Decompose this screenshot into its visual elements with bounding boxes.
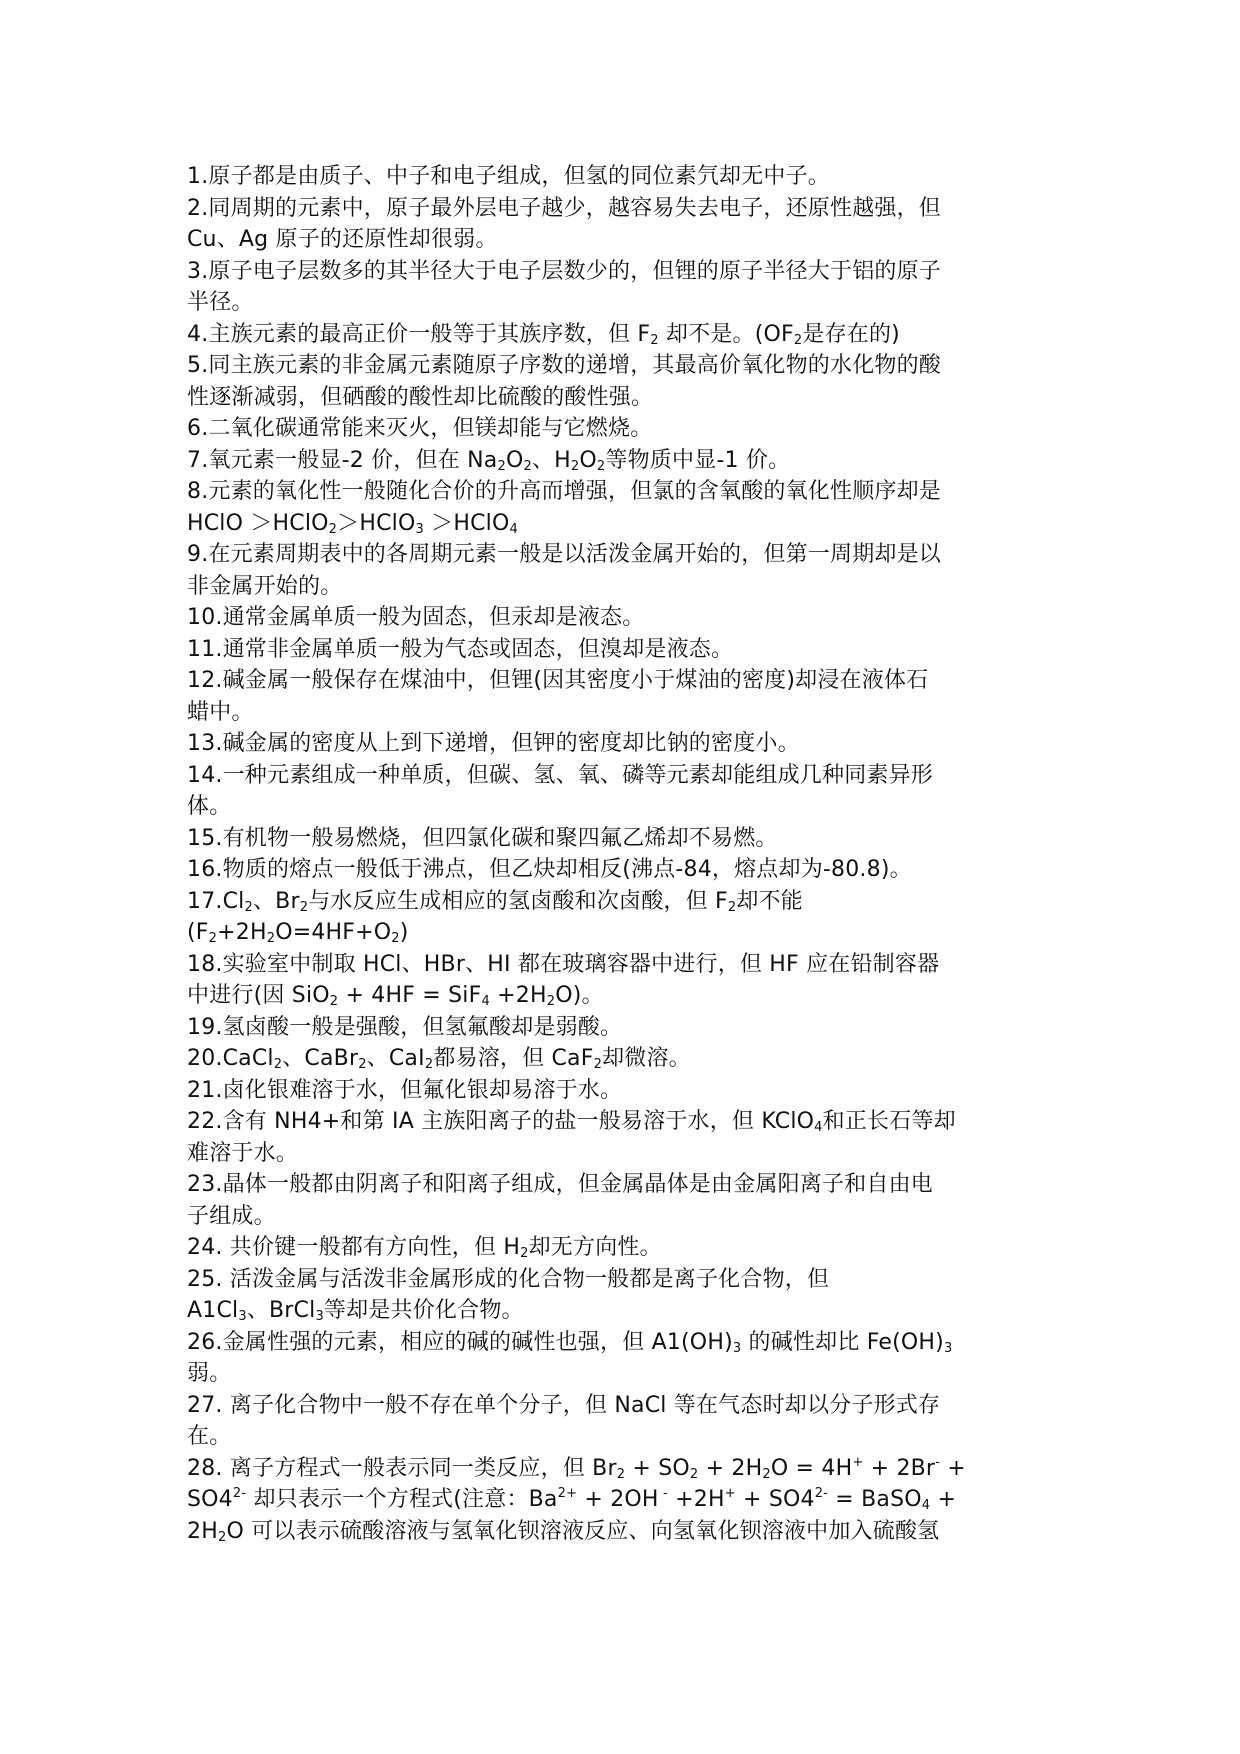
text-run: 在。	[187, 1424, 232, 1449]
subscript: 4	[481, 994, 490, 1009]
text-run: 18.实验室中制取 HCl、HBr、HI 都在玻璃容器中进行，但 HF 应在铅制容器	[187, 951, 940, 977]
text-line	[187, 760, 1060, 792]
text-line	[187, 445, 1060, 477]
subscript: 2	[273, 1057, 283, 1072]
subscript: 4	[509, 521, 518, 537]
text-line	[187, 1484, 1060, 1516]
text-line	[187, 602, 1060, 634]
subscript: 4	[921, 1498, 931, 1513]
text-line	[187, 665, 1060, 697]
text-line	[187, 917, 1060, 949]
text-run: 中进行(因 SiO	[187, 983, 330, 1008]
text-run: 13.碱金属的密度从上到下递增，但钾的密度却比钠的密度小。	[187, 731, 800, 756]
text-run: 、CaBr	[282, 1046, 359, 1071]
text-line	[187, 634, 1060, 666]
text-line	[187, 1043, 1060, 1075]
text-run: 却不是。(OF	[658, 321, 794, 347]
text-run: 、H	[531, 447, 571, 473]
text-line	[187, 571, 1060, 603]
subscript: 2	[329, 994, 339, 1009]
text-line	[187, 1516, 1060, 1548]
text-line	[187, 1201, 1060, 1233]
text-run: 17.Cl	[187, 888, 245, 914]
subscript: 2	[266, 931, 276, 946]
text-run: 12.碱金属一般保存在煤油中，但锂(因其密度小于煤油的密度)却浸在液体石	[187, 668, 929, 693]
superscript: 2-	[232, 1486, 247, 1501]
text-line	[187, 1390, 1060, 1422]
text-line	[187, 1453, 1060, 1485]
text-line	[187, 1169, 1060, 1201]
text-run: 22.含有 NH4+和第 IA 主族阳离子的盐一般易溶于水，但 KClO	[187, 1109, 815, 1134]
text-run: 23.晶体一般都由阴离子和阳离子组成，但金属晶体是由金属阳离子和自由电	[187, 1172, 933, 1197]
text-run: 难溶于水。	[187, 1140, 299, 1166]
subscript: 2	[616, 1466, 626, 1482]
text-run: O	[579, 447, 597, 473]
subscript: 2	[208, 931, 218, 946]
subscript: 2	[244, 899, 253, 915]
text-run: 8.元素的氧化性一般随化合价的升高而增强，但氯的含氧酸的氧化性顺序却是	[187, 479, 941, 504]
superscript: 2-	[814, 1486, 829, 1501]
text-run: 都易溶，但 CaF	[433, 1046, 594, 1071]
subscript: 4	[814, 1120, 823, 1135]
subscript: 3	[415, 521, 424, 537]
text-run: 却不能	[736, 888, 803, 914]
text-run: 的碱性却比 Fe(OH)	[741, 1329, 944, 1355]
text-line	[187, 1327, 1060, 1359]
text-run: + 2OH	[577, 1487, 659, 1512]
text-run: +2H	[217, 920, 267, 945]
text-line	[187, 886, 1060, 918]
text-run: 25. 活泼金属与活泼非金属形成的化合物一般都是离子化合物，但	[187, 1266, 830, 1292]
text-line	[187, 256, 1060, 288]
text-run: 2.同周期的元素中，原子最外层电子越少，越容易失去电子，还原性越强，但	[187, 195, 941, 221]
subscript: 2	[546, 994, 556, 1009]
text-run: 26.金属性强的元素，相应的碱的碱性也强，但 A1(OH)	[187, 1329, 733, 1355]
text-run: 9.在元素周期表中的各周期元素一般是以活泼金属开始的，但第一周期却是以	[187, 542, 941, 567]
text-run: 14.一种元素组成一种单质，但碳、氢、氧、磷等元素却能组成几种同素异形	[187, 762, 933, 788]
text-run: 24. 共价键一般都有方向性，但 H	[187, 1235, 521, 1260]
text-line	[187, 1106, 1060, 1138]
text-run: O 可以表示硫酸溶液与氢氧化钡溶液反应、向氢氧化钡溶液中加入硫酸氢	[226, 1518, 940, 1544]
text-run: 6.二氧化碳通常能来灭火，但镁却能与它燃烧。	[187, 416, 653, 441]
text-line	[187, 791, 1060, 823]
text-run: 和正长石等却	[822, 1109, 956, 1134]
text-run: + 2H	[698, 1455, 763, 1481]
text-run: + 2Br	[863, 1455, 936, 1481]
text-run: 16.物质的熔点一般低于沸点，但乙炔却相反(沸点-84，熔点却为-80.8)。	[187, 857, 912, 882]
text-run: = BaSO	[828, 1487, 922, 1512]
text-line	[187, 1295, 1060, 1327]
subscript: 2	[650, 332, 659, 348]
text-line	[187, 193, 1060, 225]
text-run: ＞HClO	[423, 510, 510, 536]
text-run: 3.原子电子层数多的其半径大于电子层数少的，但锂的原子半径大于铝的原子	[187, 258, 941, 284]
subscript: 2	[391, 931, 400, 946]
text-run: 15.有机物一般易燃烧，但四氯化碳和聚四氟乙烯却不易燃。	[187, 825, 778, 851]
subscript: 2	[424, 1057, 434, 1072]
subscript: 3	[315, 1309, 324, 1324]
text-run: + SO4	[735, 1487, 815, 1512]
text-run: 2H	[187, 1518, 218, 1544]
text-line	[187, 382, 1060, 414]
text-line	[187, 728, 1060, 760]
text-line	[187, 287, 1060, 319]
text-run: 5.同主族元素的非金属元素随原子序数的递增，其最高价氧化物的水化物的酸	[187, 353, 941, 378]
text-run: O	[505, 447, 524, 473]
subscript: 3	[732, 1340, 742, 1356]
text-line	[187, 980, 1060, 1012]
subscript: 2	[570, 458, 580, 474]
superscript: 2+	[557, 1486, 578, 1501]
text-run: 10.通常金属单质一般为固态，但汞却是液态。	[187, 605, 645, 630]
subscript: 2	[217, 1529, 227, 1545]
text-run: Cu、Ag 原子的还原性却很弱。	[187, 227, 498, 252]
subscript: 2	[793, 332, 803, 348]
text-run: 与水反应生成相应的氢卤酸和次卤酸，但 F	[308, 888, 728, 914]
text-run: 性逐渐减弱，但硒酸的酸性却比硫酸的酸性强。	[187, 384, 654, 410]
text-run: 却微溶。	[602, 1046, 691, 1071]
text-run: 、Br	[252, 888, 300, 914]
text-line	[187, 224, 1060, 256]
text-run: 等物质中显-1 价。	[605, 447, 791, 473]
superscript: +	[852, 1454, 864, 1470]
text-line	[187, 823, 1060, 855]
text-line	[187, 1232, 1060, 1264]
subscript: 2	[523, 458, 532, 474]
text-run: 却无方向性。	[528, 1235, 662, 1260]
text-run: + SO	[625, 1455, 690, 1481]
subscript: 2	[727, 899, 737, 915]
text-line	[187, 854, 1060, 886]
text-line	[187, 413, 1060, 445]
text-line	[187, 476, 1060, 508]
text-run: 21.卤化银难溶于水，但氟化银却易溶于水。	[187, 1077, 623, 1103]
text-run: 非金属开始的。	[187, 573, 343, 599]
text-run: + 4HF = SiF	[338, 983, 482, 1008]
text-run: A1Cl	[187, 1298, 239, 1323]
subscript: 2	[299, 899, 309, 915]
text-run: O)。	[555, 983, 604, 1008]
superscript: -	[935, 1454, 941, 1470]
text-run: 蜡中。	[187, 699, 254, 725]
subscript: 3	[238, 1309, 247, 1324]
text-line	[187, 1012, 1060, 1044]
text-run: 体。	[187, 794, 232, 819]
text-run: 、BrCl	[246, 1298, 316, 1323]
text-line	[187, 1358, 1060, 1390]
text-run: 等却是共价化合物。	[323, 1298, 524, 1323]
text-run: 半径。	[187, 290, 254, 315]
text-run: 11.通常非金属单质一般为气态或固态，但溴却是液态。	[187, 636, 734, 662]
subscript: 2	[593, 1057, 603, 1072]
text-run: +2H	[489, 983, 547, 1008]
text-line	[187, 350, 1060, 382]
text-run: +	[930, 1487, 957, 1512]
subscript: 2	[497, 458, 506, 474]
text-run: 19.氢卤酸一般是强酸，但氢氟酸却是弱酸。	[187, 1014, 623, 1040]
subscript: 3	[943, 1340, 953, 1356]
text-run: HClO ＞HClO	[187, 510, 329, 536]
subscript: 2	[596, 458, 606, 474]
text-run: 7.氧元素一般显-2 价，但在 Na	[187, 447, 498, 473]
text-run: 是存在的)	[802, 321, 900, 347]
text-line	[187, 1075, 1060, 1107]
text-run: 1.原子都是由质子、中子和电子组成，但氢的同位素氕却无中子。	[187, 164, 830, 189]
text-line	[187, 161, 1060, 193]
text-run: +	[940, 1455, 966, 1481]
text-line	[187, 697, 1060, 729]
text-line	[187, 1264, 1060, 1296]
text-run: +2H	[667, 1487, 725, 1512]
text-run: (F	[187, 920, 209, 945]
superscript: +	[724, 1486, 736, 1501]
text-line	[187, 949, 1060, 981]
text-run: 弱。	[187, 1361, 232, 1386]
subscript: 2	[358, 1057, 367, 1072]
text-run: )	[399, 920, 409, 945]
text-run: O=4HF+O	[275, 920, 392, 945]
text-run: 4.主族元素的最高正价一般等于其族序数，但 F	[187, 321, 651, 347]
text-line	[187, 539, 1060, 571]
text-run: O = 4H	[770, 1455, 853, 1481]
subscript: 2	[328, 521, 338, 537]
text-run: 28. 离子方程式一般表示同一类反应，但 Br	[187, 1455, 617, 1481]
subscript: 2	[689, 1466, 699, 1482]
text-run: 子组成。	[187, 1203, 276, 1229]
text-run: SO4	[187, 1487, 233, 1512]
text-line	[187, 1421, 1060, 1453]
subscript: 2	[520, 1246, 529, 1261]
text-run: 20.CaCl	[187, 1046, 274, 1071]
superscript: -	[658, 1486, 668, 1501]
text-run: 却只表示一个方程式(注意：Ba	[246, 1487, 558, 1512]
text-run: 、CaI	[366, 1046, 425, 1071]
text-line	[187, 1138, 1060, 1170]
text-line	[187, 319, 1060, 351]
text-line	[187, 508, 1060, 540]
text-run: 27. 离子化合物中一般不存在单个分子，但 NaCl 等在气态时却以分子形式存	[187, 1392, 941, 1418]
subscript: 2	[762, 1466, 771, 1482]
text-run: ＞HClO	[337, 510, 416, 536]
